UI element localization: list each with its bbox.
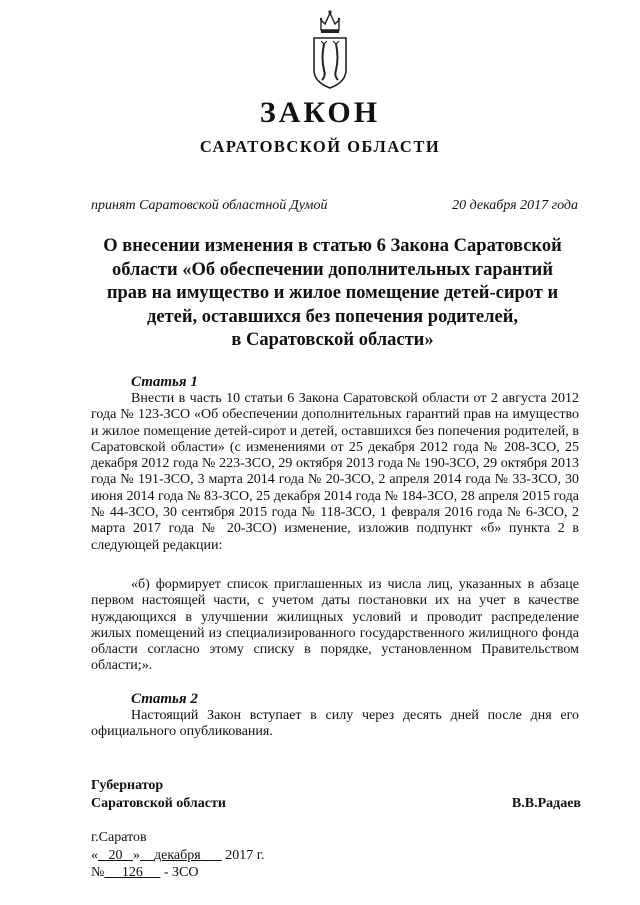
city: г.Саратов bbox=[91, 830, 147, 845]
heading-line: области «Об обеспечении дополнительных гарантий bbox=[112, 259, 553, 280]
signatory-name: В.В.Радаев bbox=[511, 796, 581, 811]
heading-line: прав на имущество и жилое помещение детей-сирот и bbox=[106, 283, 559, 303]
article-1-quote: «б) формирует список приглашенных из числа лиц, указанных в абзаце первом настоящей части, с учетом даты постановки их на учет в качестве нуждающихся в улучшении жилищных условий и проводит распределение жилых помещений из специализированного государственного жилищного фонда области согласно этому списку в порядке, установленном Правительством области;». bbox=[91, 577, 579, 674]
heading-line: О внесении изменения в статью 6 Закона Саратовской bbox=[103, 236, 562, 256]
law-number: № 126 - ЗСО bbox=[91, 865, 199, 880]
article-1-text: Внести в часть 10 статьи 6 Закона Саратовской области от 2 августа 2012 года № 123-ЗСО «Об обеспечении дополнительных гарантий прав на имущество и жилое помещение детей-сирот и детей, оставшихся без попечения родителей, в Саратовской области» (с изменениями от 25 декабря 2012 года № 208-ЗСО, 25 декабря 2012 года № 223-ЗСО, 29 октября 2013 года № 190-ЗСО, 29 октября 2013 года № 191-ЗСО, 3 марта 2014 года № 20-ЗСО, 2 апреля 2014 года № 33-ЗСО, 30 июня 2014 года № 83-ЗСО, 25 декабря 2014 года № 184-ЗСО, 28 апреля 2015 года № 44-ЗСО, 30 сентября 2015 года № 118-ЗСО, 1 февраля 2016 года № 6-ЗСО, 2 марта 2017 года № 20-ЗСО) изменение, изложив подпункт «б» пункта 2 в следующей редакции: bbox=[91, 391, 579, 553]
region-subtitle: САРАТОВСКОЙ ОБЛАСТИ bbox=[199, 137, 441, 156]
signatory-position-line2: Саратовской области bbox=[91, 796, 226, 811]
signatory-position-line1: Губернатор bbox=[91, 778, 164, 793]
date-year: 2017 г. bbox=[225, 848, 265, 863]
signing-date: « 20 » декабря 2017 г. bbox=[91, 848, 265, 863]
heading-line: в Саратовской области» bbox=[231, 330, 434, 350]
article-2-title: Статья 2 bbox=[131, 691, 198, 707]
heading-line: детей, оставшихся без попечения родителей, bbox=[146, 306, 519, 327]
adoption-body: принят Саратовской областной Думой bbox=[91, 198, 328, 213]
number-suffix: - ЗСО bbox=[163, 865, 199, 880]
law-title: ЗАКОН bbox=[259, 96, 381, 129]
date-day: 20 bbox=[108, 848, 123, 863]
date-month: декабря bbox=[154, 848, 201, 863]
number-value: 126 bbox=[121, 865, 143, 880]
adoption-date: 20 декабря 2017 года bbox=[452, 198, 578, 213]
article-2-text: Настоящий Закон вступает в силу через десять дней после дня его официального опубликования. bbox=[91, 708, 579, 740]
coat-of-arms-emblem bbox=[310, 8, 350, 90]
article-1-title: Статья 1 bbox=[131, 374, 198, 390]
law-heading bbox=[80, 235, 585, 353]
